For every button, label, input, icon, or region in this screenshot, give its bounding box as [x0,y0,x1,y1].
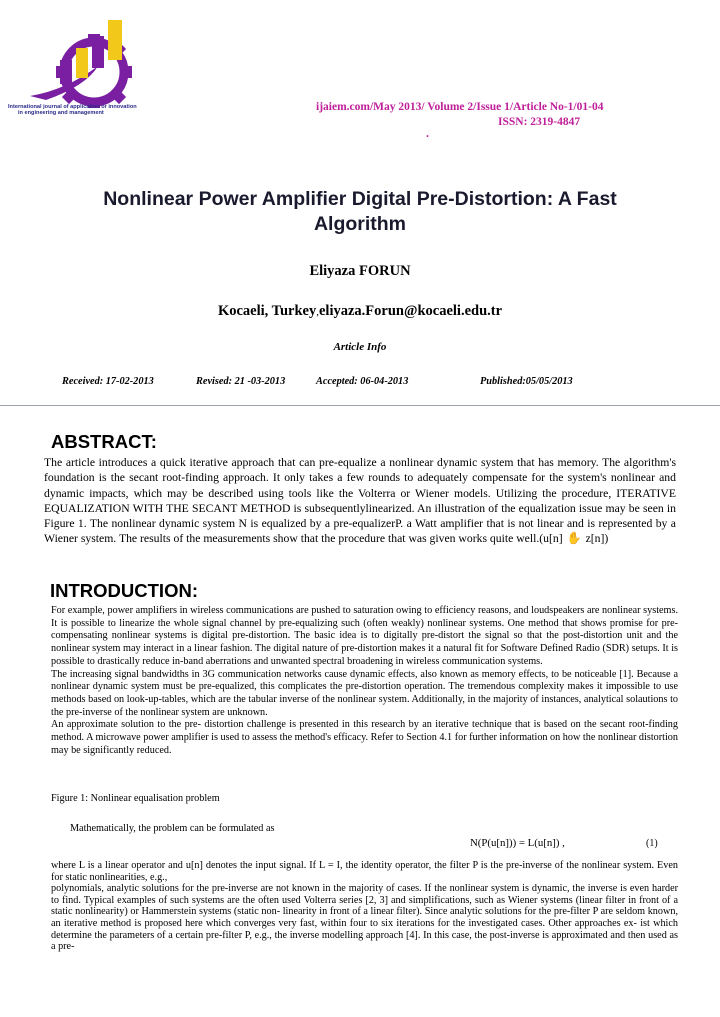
introduction-text [51,605,678,757]
journal-name-line2: in engineering and management [18,110,104,116]
equation-number: (1) [646,838,658,849]
figure-caption: Figure 1: Nonlinear equalisation problem [51,793,220,804]
intro-paragraph: An approximate solution to the pre- distortion challenge is presented in this research by an iterative technique that is based on the secant root-finding method. A microwave power amplifier is used to assess the method's efficacy. Refer to Section 4.1 for further information on how the nonlinear distortion may be significantly reduced. [51,719,678,756]
article-info-label: Article Info [333,341,387,353]
title-line1: Nonlinear Power Amplifier Digital Pre-Distortion: A Fast [103,188,617,210]
math-lead: Mathematically, the problem can be formulated as [70,823,275,834]
author-name: Eliyaza FORUN [309,263,411,279]
title-line2: Algorithm [313,213,407,235]
affiliation-email: eliyaza.Forun@kocaeli.edu.tr [319,303,503,319]
affiliation-place: Kocaeli, Turkey [217,303,317,319]
journal-name-line1: International journal of application or innovation [8,104,137,110]
logo-graphic [26,14,156,109]
abstract-heading: ABSTRACT: [51,431,157,452]
accepted-date: Accepted: 06-04-2013 [316,376,409,387]
body-text [51,860,678,953]
paper-title [30,187,690,237]
abstract-end: z[n]) [585,532,609,546]
affiliation [0,303,720,320]
hand-icon: ✋ [566,531,582,546]
intro-paragraph: For example, power amplifiers in wireless communications are pushed to saturation owing to efficiency reasons, and loudspeakers are nonlinear systems. It is possible to linearize the whole signal channel by pre-equalizing such (often weakly) nonlinear systems. One method that shows promise for pre-compensating nonlinear systems is digital pre-distortion. The basic idea is to digitally pre-distort the signal so that the post-distortion unit and the nonlinear system may interact in a linear fashion. The digital nature of pre-distortion makes it a natural fit for Software Defined Radio (SDR) setups. It is possible to drastically reduce in-band aberrations and unwanted spectral broadening in wireless communication systems. [51,605,678,667]
revised-date: Revised: 21 -03-2013 [196,376,286,387]
intro-paragraph: The increasing signal bandwidths in 3G communication networks cause dynamic effects, also known as memory effects, to be noticeable [1]. Because a nonlinear dynamic system must be pre-equalized, this complicates the pre-distortion operation. The tremendous complexity makes it impossible to use methods based on look-up-tables, which are the tabular inverse of the nonlinear system. Additionally, in the majority of instances, analytical solautions to the pre-inverse of the nonlinear system are unknown. [51,668,678,718]
issn-line: ISSN: 2319-4847 [498,116,581,128]
journal-logo [26,14,156,109]
divider [0,405,720,406]
journal-name [8,104,188,116]
abstract-text [44,455,676,547]
published-date: Published:05/05/2013 [480,376,573,387]
body-paragraph: where L is a linear operator and u[n] denotes the input signal. If L = I, the identity operator, the filter P is the pre-inverse of the nonlinear system. Even for static nonlinearities, e.g., [51,860,678,883]
issue-line: ijaiem.com/May 2013/ Volume 2/Issue 1/Article No-1/01-04 [316,101,604,113]
abstract-main: The article introduces a quick iterative approach that can pre-equalize a nonlinear dynamic system that has memory. The algorithm's foundation is the secant root-finding approach. It only takes a few rounds to adequately compensate for the system's nonlinear and dynamic impacts, which may be described using tools like the Volterra or Wiener models. Utilizing the procedure, ITERATIVE EQUALIZATION WITH THE SECANT METHOD is subsequentlylinearized. An illustration of the equalization issue may be seen in Figure 1. The nonlinear dynamic system N is equalized by a pre-equalizerP. a Watt amplifier that is not linear and is represented by a Wiener system. The results of the measurements show that the procedure that was given works quite well.(u[n] [44,456,676,546]
header-dot: . [426,126,429,140]
body-paragraph: polynomials, analytic solutions for the pre-inverse are not known in the majority of cases. If the nonlinear system is dynamic, the inverse is even harder to find. Typical examples of such systems are the often used Volterra series [2, 3] and simplifications, such as Wiener systems (linear filter in front of a static nonlinearity) or Hammerstein systems (static non- linearity in front of a linear filter). Since analytic solutions for the pre-filter P are seldom known, an iterative method is proposed here which converges very fast, within four to six iterations for the investigated cases. Other approaches ex- ist which determine the parameters of a certain pre-filter P, e.g., the inverse modelling approach [4]. In this case, the post-inverse is approximated and then used as a pre- [51,883,678,953]
received-date: Received: 17-02-2013 [62,376,154,387]
equation: N(P(u[n])) = L(u[n]) , [470,837,565,849]
affiliation-separator: , [316,306,319,318]
introduction-heading: INTRODUCTION: [50,580,198,601]
